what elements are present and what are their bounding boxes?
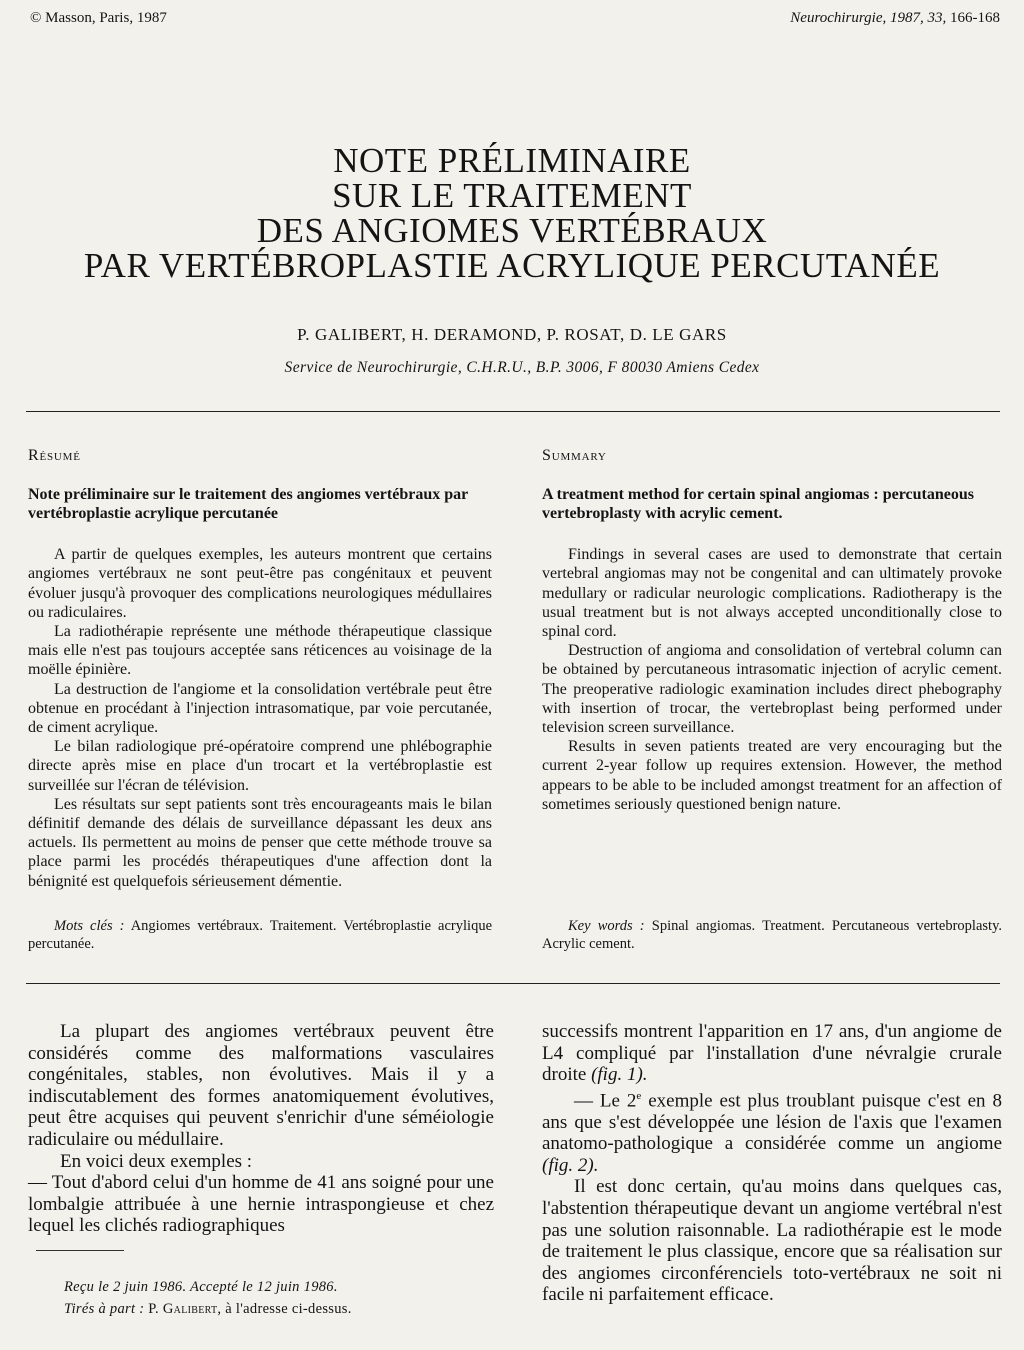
ordinal-superscript: e	[636, 1089, 642, 1102]
body-text-run: exemple est plus troublant puisque c'est en 8 ans que s'est développée une lésion de l'axis que l'examen anatomo-pathologique a considérée comme un angiome	[542, 1090, 1002, 1155]
title-line: NOTE PRÉLIMINAIRE	[333, 141, 691, 180]
copyright-line: © Masson, Paris, 1987	[30, 10, 167, 26]
journal-pages: 166-168	[950, 10, 1000, 26]
reprints-label: Tirés à part :	[64, 1301, 145, 1317]
top-divider	[26, 411, 1000, 412]
resume-title: Note préliminaire sur le traitement des angiomes vertébraux par vertébroplastie acrylique percutanée	[28, 486, 468, 523]
resume-paragraph: La destruction de l'angiome et la consolidation vertébrale peut être obtenue en procédant à l'injection intrasomatique, par voie percutanée, de ciment acrylique.	[28, 680, 492, 737]
summary-paragraph: Results in seven patients treated are very encouraging but the current 2-year follow up requires extension. However, the method appears to be able to be included amongst treatment for an affection of sometimes seriously questioned benign nature.	[542, 738, 1002, 813]
body-paragraph	[542, 1086, 1002, 1177]
bottom-divider	[26, 983, 1000, 984]
resume-paragraph: Les résultats sur sept patients sont très encourageants mais le bilan définitif demande des délais de surveillance dépassant les deux ans actuels. Ils permettent au moins de penser que cette méthode trouve sa place parmi les procédés thérapeutiques d'une affection dont la bénignité est quelquefois sérieusement démentie.	[28, 795, 492, 890]
resume-keywords-label: Mots clés :	[54, 918, 125, 934]
body-paragraph: — Tout d'abord celui d'un homme de 41 ans soigné pour une lombalgie attribuée à une hernie intraspongieuse et chez lequel les clichés radiographiques	[28, 1172, 494, 1237]
summary-heading: Summary	[542, 447, 607, 464]
running-head	[30, 10, 1000, 27]
body-right-column	[542, 1021, 1002, 1306]
summary-column	[542, 446, 1002, 814]
resume-paragraph: La radiothérapie représente une méthode thérapeutique classique mais elle n'est pas toujours acceptée sans réticences au voisinage de la moëlle épinière.	[28, 623, 492, 679]
figure-ref: (fig. 1).	[591, 1064, 648, 1086]
figure-ref: (fig. 2).	[542, 1154, 599, 1176]
summary-paragraph: Destruction of angioma and consolidation of vertebral column can be obtained by percutaneous intrasomatic injection of acrylic cement. The preoperative radiologic examination includes direct phebography with insertion of trocar, the vertebroplast being performed under television screen surveillance.	[542, 642, 1002, 737]
resume-heading: Résumé	[28, 447, 81, 464]
resume-keywords-text: Angiomes vertébraux. Traitement. Vertébroplastie acrylique percutanée.	[28, 918, 493, 952]
journal-name: Neurochirurgie, 1987,	[790, 10, 924, 26]
journal-volume: 33,	[927, 10, 947, 26]
summary-keywords-label: Key words :	[568, 918, 645, 934]
resume-paragraph: A partir de quelques exemples, les auteurs montrent que certains angiomes vertébraux ne sont peut-être pas congénitaux et peuvent évoluer jusqu'à provoquer des complications neurologiques médullaires ou radiculaires.	[28, 546, 492, 621]
reprints-name: Galibert	[162, 1301, 218, 1317]
summary-keywords-text: Spinal angiomas. Treatment. Percutaneous vertebroplasty. Acrylic cement.	[542, 918, 1003, 952]
resume-body	[28, 545, 492, 891]
body-text-run: — Le 2	[574, 1090, 637, 1112]
title-line: SUR LE TRAITEMENT	[332, 176, 692, 215]
body-paragraph: En voici deux exemples :	[60, 1150, 253, 1172]
received-footnote: Reçu le 2 juin 1986. Accepté le 12 juin 1986.	[64, 1279, 338, 1295]
resume-keywords	[28, 917, 492, 953]
summary-paragraph: Findings in several cases are used to demonstrate that certain vertebral angiomas may not be congenital and can ultimately provoke medullary or radicular neurologic complications. Radiotherapy is the usual treatment but is not always accepted unconditionally close to spinal cord.	[542, 546, 1002, 641]
author-list: P. GALIBERT, H. DERAMOND, P. ROSAT, D. LE GARS	[297, 325, 727, 344]
affiliation: Service de Neurochirurgie, C.H.R.U., B.P. 3006, F 80030 Amiens Cedex	[284, 359, 760, 376]
reprints-address: , à l'adresse ci-dessus.	[217, 1301, 352, 1317]
body-text-run: successifs montrent l'apparition en 17 ans, d'un angiome de L4 compliqué par l'installation d'une névralgie crurale droite	[542, 1021, 1002, 1086]
body-left-column	[28, 1021, 494, 1237]
journal-citation	[790, 10, 1000, 27]
reprints-footnote	[64, 1301, 352, 1318]
article-title	[0, 143, 1024, 283]
summary-title: A treatment method for certain spinal angiomas : percutaneous vertebroplasty with acrylic cement.	[542, 486, 974, 523]
summary-body	[542, 545, 1002, 814]
reprints-initial: P.	[148, 1301, 159, 1317]
body-paragraph: La plupart des angiomes vertébraux peuvent être considérés comme des malformations vasculaires congénitales, stables, non évolutives. Mais il y a indiscutablement des formes anatomiquement évolutives, peut être acquises qui peuvent s'enrichir d'une séméiologie radiculaire ou médullaire.	[28, 1021, 494, 1150]
footnote-divider	[36, 1250, 124, 1251]
body-paragraph	[542, 1021, 1002, 1086]
title-line: DES ANGIOMES VERTÉBRAUX	[256, 211, 768, 250]
body-paragraph: Il est donc certain, qu'au moins dans quelques cas, l'abstention thérapeutique devant un angiome vertébral n'est pas une solution raisonnable. La radiothérapie est le mode de traitement le plus classique, encore que sa réalisation sur des angiomes circonférenciels toto-vertébraux ne soit ni facile ni parfaitement efficace.	[542, 1176, 1002, 1306]
summary-keywords	[542, 917, 1002, 953]
resume-column	[28, 446, 492, 891]
title-line: PAR VERTÉBROPLASTIE ACRYLIQUE PERCUTANÉE	[83, 246, 941, 285]
resume-paragraph: Le bilan radiologique pré-opératoire comprend une phlébographie directe après mise en place d'un trocart et la vertébroplastie est surveillée sur l'écran de télévision.	[28, 738, 492, 794]
